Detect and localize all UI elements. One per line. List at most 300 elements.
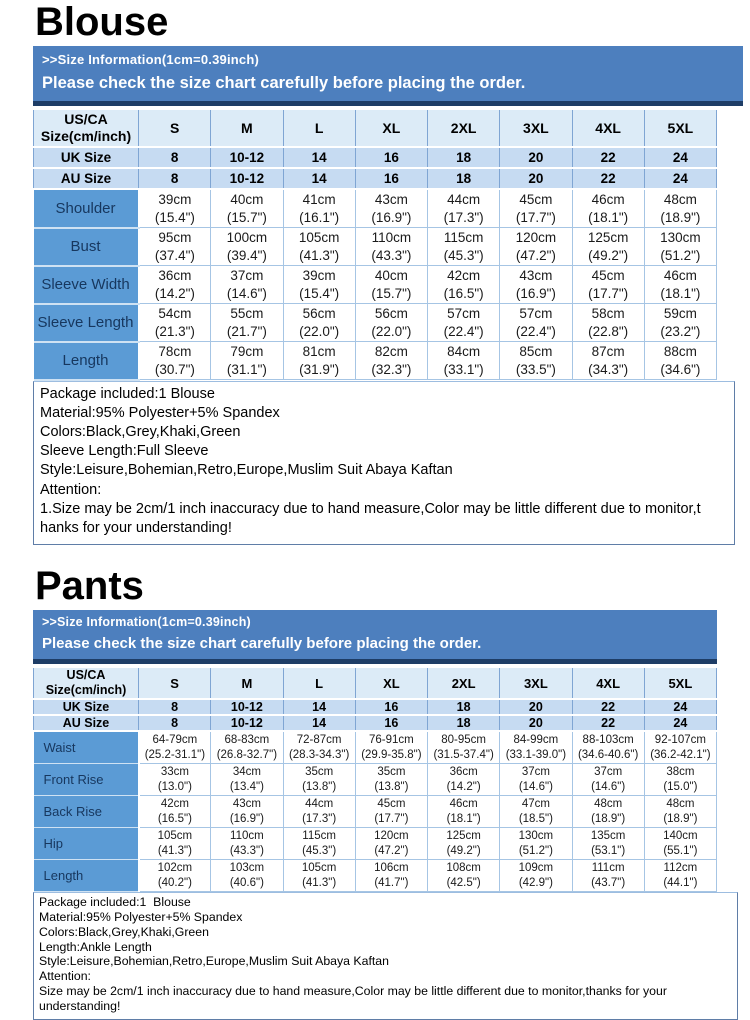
blouse-size-table (33, 108, 717, 381)
value-inch: (41.7") (374, 876, 409, 889)
value-cm: 85cm (519, 343, 553, 359)
measurement-value-cell (139, 764, 211, 796)
value-cm: 120cm (374, 829, 409, 842)
value-inch: (17.7") (515, 209, 556, 225)
value-cm: 33cm (160, 765, 189, 778)
value-cm: 78cm (158, 343, 192, 359)
measurement-value-cell (572, 342, 644, 380)
pants-info-line: Colors:Black,Grey,Khaki,Green (39, 924, 209, 939)
measurement-value-cell (211, 304, 283, 342)
measurement-value-cell (572, 796, 644, 828)
value-cm: 72-87cm (296, 733, 342, 746)
size-column-header: 3XL (500, 667, 572, 699)
conversion-value-cell: 24 (644, 699, 716, 715)
conversion-value-cell: 16 (355, 699, 427, 715)
measurement-value-cell (283, 731, 355, 764)
value-cm: 35cm (377, 765, 406, 778)
value-inch: (49.2") (588, 247, 629, 263)
measurement-value-cell (283, 342, 355, 380)
value-cm: 82cm (374, 343, 408, 359)
size-column-header: 4XL (572, 667, 644, 699)
value-cm: 55cm (230, 305, 264, 321)
measurement-row-label: Hip (34, 828, 139, 860)
conversion-value-cell: 20 (500, 147, 572, 168)
pants-title: Pants (35, 564, 144, 609)
value-inch: (14.6") (226, 285, 267, 301)
value-cm: 125cm (446, 829, 481, 842)
value-inch: (29.9-35.8") (361, 748, 422, 761)
conversion-value-cell: 22 (572, 168, 644, 189)
value-cm: 109cm (518, 861, 554, 874)
value-inch: (15.7") (371, 285, 412, 301)
measurement-value-cell (211, 796, 283, 828)
measurement-value-cell (211, 860, 283, 892)
value-inch: (32.3") (371, 361, 412, 377)
measurement-value-cell (355, 764, 427, 796)
value-inch: (21.7") (226, 323, 267, 339)
measurement-value-cell (211, 266, 283, 304)
size-column-header: L (283, 109, 355, 147)
value-cm: 44cm (305, 797, 334, 810)
size-header-row (34, 667, 717, 699)
measurement-value-cell (572, 828, 644, 860)
value-inch: (41.3") (302, 876, 337, 889)
measurement-row (34, 860, 717, 892)
value-cm: 120cm (515, 229, 557, 245)
value-cm: 125cm (587, 229, 629, 245)
value-inch: (18.5") (518, 812, 553, 825)
measurement-value-cell (644, 342, 716, 380)
measurement-row-label: Back Rise (34, 796, 139, 828)
measurement-row-label: Bust (34, 228, 139, 266)
measurement-row (34, 731, 717, 764)
measurement-value-cell (283, 189, 355, 228)
measurement-value-cell (139, 731, 211, 764)
measurement-value-cell (211, 828, 283, 860)
value-inch: (34.3") (588, 361, 629, 377)
conversion-value-cell: 24 (644, 168, 716, 189)
value-cm: 102cm (157, 861, 193, 874)
conversion-value-cell: 22 (572, 699, 644, 715)
measurement-row (34, 796, 717, 828)
value-cm: 39cm (302, 267, 336, 283)
value-inch: (45.3") (302, 844, 337, 857)
measurement-value-cell (644, 860, 716, 892)
value-inch: (43.3") (371, 247, 412, 263)
measurement-value-cell (428, 266, 500, 304)
value-cm: 110cm (230, 829, 264, 842)
value-inch: (13.8") (302, 780, 337, 793)
size-conversion-row (34, 147, 717, 168)
conversion-value-cell: 10-12 (211, 699, 283, 715)
measurement-value-cell (572, 860, 644, 892)
value-cm: 88cm (663, 343, 697, 359)
measurement-value-cell (428, 860, 500, 892)
size-column-header: XL (355, 109, 427, 147)
value-cm: 108cm (446, 861, 481, 874)
value-inch: (14.6") (518, 780, 553, 793)
value-inch: (49.2") (446, 844, 481, 857)
conversion-value-cell: 16 (355, 168, 427, 189)
value-inch: (33.1-39.0") (505, 748, 567, 761)
measurement-value-cell (211, 731, 283, 764)
value-inch: (16.1") (299, 209, 340, 225)
measurement-value-cell (211, 189, 283, 228)
measurement-value-cell (428, 189, 500, 228)
measurement-value-cell (572, 266, 644, 304)
measurement-row (34, 828, 717, 860)
measurement-row (34, 304, 717, 342)
conversion-value-cell: 18 (428, 168, 500, 189)
corner-line: US/CA (64, 111, 108, 127)
conversion-value-cell: 16 (355, 715, 427, 731)
measurement-row-label: Sleeve Length (34, 304, 139, 342)
value-inch: (41.3") (299, 247, 340, 263)
value-inch: (51.2") (660, 247, 701, 263)
size-column-header: M (211, 109, 283, 147)
measurement-value-cell (211, 228, 283, 266)
size-info-heading: >>Size Information(1cm=0.39inch) (42, 615, 251, 630)
pants-info-line: Size may be 2cm/1 inch inaccuracy due to hand measure,Color may be little different due to monitor,thanks for your understanding! (39, 983, 671, 1013)
value-inch: (43.3") (229, 844, 264, 857)
measurement-value-cell (283, 828, 355, 860)
value-inch: (22.8") (588, 323, 629, 339)
value-inch: (22.0") (371, 323, 412, 339)
value-cm: 105cm (301, 861, 337, 874)
size-conversion-row (34, 699, 717, 715)
measurement-value-cell (139, 189, 211, 228)
measurement-value-cell (500, 304, 572, 342)
value-cm: 95cm (158, 229, 192, 245)
conversion-value-cell: 10-12 (211, 715, 283, 731)
measurement-value-cell (644, 266, 716, 304)
corner-line: Size(cm/inch) (40, 128, 132, 144)
pants-info-box (33, 892, 738, 1019)
blouse-info-line: Attention: (40, 481, 102, 498)
measurement-value-cell (428, 796, 500, 828)
value-inch: (51.2") (518, 844, 553, 857)
conversion-row-label: AU Size (34, 168, 139, 189)
size-column-header: M (211, 667, 283, 699)
value-inch: (18.1") (446, 812, 481, 825)
measurement-value-cell (283, 266, 355, 304)
value-cm: 56cm (302, 305, 336, 321)
value-inch: (36.2-42.1") (650, 748, 711, 761)
measurement-value-cell (355, 731, 427, 764)
measurement-value-cell (500, 228, 572, 266)
measurement-value-cell (428, 228, 500, 266)
value-cm: 84-99cm (513, 733, 559, 746)
size-column-header: 5XL (644, 109, 716, 147)
blouse-section (33, 0, 750, 545)
measurement-value-cell (500, 731, 572, 764)
measurement-row-label: Waist (34, 731, 139, 764)
pants-section (33, 564, 750, 1019)
value-inch: (33.1") (443, 361, 484, 377)
value-cm: 100cm (226, 229, 268, 245)
conversion-value-cell: 16 (355, 147, 427, 168)
value-cm: 46cm (663, 267, 697, 283)
measurement-value-cell (211, 342, 283, 380)
value-inch: (17.7") (374, 812, 409, 825)
value-cm: 38cm (666, 765, 695, 778)
measurement-row-label: Length (34, 342, 139, 380)
measurement-value-cell (283, 860, 355, 892)
value-cm: 37cm (594, 765, 623, 778)
conversion-value-cell: 22 (572, 147, 644, 168)
measurement-value-cell (355, 189, 427, 228)
blouse-info-line: Material:95% Polyester+5% Spandex (40, 404, 280, 421)
measurement-value-cell (428, 828, 500, 860)
value-cm: 54cm (158, 305, 192, 321)
conversion-value-cell: 24 (644, 715, 716, 731)
measurement-value-cell (644, 228, 716, 266)
size-conversion-row (34, 168, 717, 189)
pants-info-line: Package included:1 Blouse (39, 895, 191, 910)
pants-size-info-banner (33, 610, 717, 659)
value-inch: (22.0") (299, 323, 340, 339)
measurement-row-label: Sleeve Width (34, 266, 139, 304)
measurement-value-cell (428, 304, 500, 342)
value-cm: 46cm (449, 797, 478, 810)
conversion-value-cell: 20 (500, 715, 572, 731)
value-inch: (33.5") (515, 361, 556, 377)
value-cm: 79cm (230, 343, 264, 359)
value-cm: 130cm (660, 229, 701, 245)
value-cm: 45cm (377, 797, 406, 810)
conversion-row-label: UK Size (34, 699, 139, 715)
value-cm: 45cm (591, 267, 625, 283)
value-cm: 88-103cm (582, 733, 634, 746)
value-inch: (17.3") (302, 812, 337, 825)
value-cm: 76-91cm (369, 733, 414, 746)
value-inch: (16.9") (515, 285, 556, 301)
value-cm: 43cm (519, 267, 553, 283)
value-cm: 111cm (591, 861, 625, 874)
value-cm: 34cm (232, 765, 261, 778)
pants-info-line: Length:Ankle Length (39, 939, 152, 954)
blouse-info-line: Package included:1 Blouse (40, 385, 215, 402)
size-column-header: XL (355, 667, 427, 699)
value-cm: 135cm (590, 829, 626, 842)
measurement-value-cell (211, 764, 283, 796)
measurement-value-cell (355, 828, 427, 860)
value-inch: (25.2-31.1") (144, 748, 206, 761)
conversion-value-cell: 14 (283, 699, 355, 715)
value-inch: (22.4") (515, 323, 556, 339)
conversion-value-cell: 14 (283, 168, 355, 189)
size-info-heading: >>Size Information(1cm=0.39inch) (42, 52, 259, 67)
blouse-title: Blouse (35, 0, 169, 44)
value-cm: 110cm (371, 229, 412, 245)
blouse-info-line: Sleeve Length:Full Sleeve (40, 443, 209, 460)
value-cm: 87cm (591, 343, 625, 359)
value-inch: (18.9") (591, 812, 626, 825)
conversion-value-cell: 20 (500, 168, 572, 189)
value-inch: (13.0") (157, 780, 192, 793)
value-cm: 103cm (229, 861, 265, 874)
measurement-value-cell (428, 731, 500, 764)
measurement-value-cell (355, 228, 427, 266)
value-cm: 42cm (447, 267, 481, 283)
measurement-value-cell (355, 342, 427, 380)
conversion-value-cell: 8 (139, 699, 211, 715)
measurement-row-label: Shoulder (34, 189, 139, 228)
value-cm: 48cm (666, 797, 695, 810)
value-cm: 57cm (519, 305, 553, 321)
pants-info-line: Attention: (39, 969, 91, 984)
conversion-value-cell: 14 (283, 715, 355, 731)
pants-size-table (33, 666, 717, 892)
conversion-value-cell: 8 (139, 168, 211, 189)
value-inch: (47.2") (515, 247, 556, 263)
measurement-value-cell (644, 731, 716, 764)
size-check-note: Please check the size chart carefully before placing the order. (42, 635, 482, 653)
value-cm: 41cm (302, 191, 336, 207)
blouse-info-line: 1.Size may be 2cm/1 inch inaccuracy due to hand measure,Color may be little different due to monitor,t (40, 500, 701, 517)
value-inch: (23.2") (660, 323, 701, 339)
size-column-header: 2XL (428, 667, 500, 699)
value-inch: (28.3-34.3") (288, 748, 350, 761)
measurement-value-cell (355, 304, 427, 342)
value-inch: (40.2") (157, 876, 192, 889)
measurement-value-cell (572, 764, 644, 796)
measurement-row (34, 342, 717, 380)
value-cm: 80-95cm (441, 733, 486, 746)
value-cm: 43cm (374, 191, 408, 207)
value-cm: 48cm (663, 191, 697, 207)
measurement-value-cell (355, 796, 427, 828)
conversion-value-cell: 18 (428, 699, 500, 715)
measurement-value-cell (355, 860, 427, 892)
value-cm: 42cm (160, 797, 189, 810)
size-header-row (34, 109, 717, 147)
value-cm: 57cm (447, 305, 481, 321)
value-cm: 46cm (591, 191, 625, 207)
measurement-value-cell (500, 828, 572, 860)
measurement-value-cell (139, 342, 211, 380)
size-column-header: 5XL (644, 667, 716, 699)
measurement-row-label: Length (34, 860, 139, 892)
value-inch: (16.5") (157, 812, 192, 825)
value-inch: (15.4") (154, 209, 195, 225)
measurement-value-cell (500, 860, 572, 892)
value-inch: (15.7") (226, 209, 267, 225)
value-inch: (42.5") (446, 876, 481, 889)
size-check-note: Please check the size chart carefully before placing the order. (42, 74, 526, 92)
measurement-value-cell (500, 189, 572, 228)
conversion-value-cell: 14 (283, 147, 355, 168)
measurement-value-cell (644, 764, 716, 796)
value-inch: (18.1") (660, 285, 701, 301)
measurement-value-cell (283, 228, 355, 266)
value-inch: (37.4") (154, 247, 195, 263)
value-cm: 58cm (591, 305, 625, 321)
measurement-value-cell (572, 304, 644, 342)
value-inch: (21.3") (154, 323, 195, 339)
value-inch: (26.8-32.7") (216, 748, 278, 761)
measurement-row-label: Front Rise (34, 764, 139, 796)
measurement-value-cell (644, 304, 716, 342)
conversion-row-label: AU Size (34, 715, 139, 731)
us-ca-size-corner-cell (34, 109, 139, 147)
value-inch: (15.4") (299, 285, 340, 301)
measurement-value-cell (428, 342, 500, 380)
blouse-info-box (33, 381, 735, 546)
measurement-row (34, 764, 717, 796)
value-cm: 36cm (449, 765, 478, 778)
value-inch: (13.8") (374, 780, 409, 793)
value-inch: (31.1") (226, 361, 267, 377)
value-inch: (34.6-40.6") (577, 748, 639, 761)
value-cm: 112cm (663, 861, 698, 874)
value-cm: 44cm (447, 191, 481, 207)
value-inch: (34.6") (660, 361, 701, 377)
pants-info-line: Style:Leisure,Bohemian,Retro,Europe,Muslim Suit Abaya Kaftan (39, 954, 389, 969)
value-inch: (31.9") (299, 361, 340, 377)
value-inch: (30.7") (154, 361, 195, 377)
value-inch: (44.1") (663, 876, 698, 889)
value-cm: 40cm (230, 191, 264, 207)
measurement-value-cell (283, 764, 355, 796)
value-inch: (18.9") (660, 209, 701, 225)
value-cm: 45cm (519, 191, 553, 207)
conversion-row-label: UK Size (34, 147, 139, 168)
measurement-value-cell (644, 828, 716, 860)
value-cm: 130cm (518, 829, 554, 842)
conversion-value-cell: 8 (139, 715, 211, 731)
size-column-header: S (139, 109, 211, 147)
value-inch: (14.2") (154, 285, 195, 301)
value-inch: (41.3") (157, 844, 192, 857)
value-inch: (14.2") (446, 780, 481, 793)
value-cm: 35cm (305, 765, 334, 778)
measurement-row (34, 189, 717, 228)
blouse-info-line: Colors:Black,Grey,Khaki,Green (40, 423, 241, 440)
conversion-value-cell: 22 (572, 715, 644, 731)
size-column-header: 3XL (500, 109, 572, 147)
size-column-header: 2XL (428, 109, 500, 147)
size-column-header: S (139, 667, 211, 699)
measurement-row (34, 266, 717, 304)
measurement-value-cell (139, 796, 211, 828)
value-cm: 68-83cm (224, 733, 270, 746)
conversion-value-cell: 10-12 (211, 168, 283, 189)
value-cm: 37cm (230, 267, 264, 283)
measurement-value-cell (572, 189, 644, 228)
blouse-info-line: Style:Leisure,Bohemian,Retro,Europe,Muslim Suit Abaya Kaftan (40, 462, 453, 479)
value-inch: (14.6") (591, 780, 626, 793)
measurement-value-cell (139, 828, 211, 860)
value-cm: 105cm (298, 229, 340, 245)
conversion-value-cell: 24 (644, 147, 716, 168)
measurement-value-cell (139, 266, 211, 304)
value-cm: 37cm (521, 765, 550, 778)
measurement-value-cell (644, 796, 716, 828)
value-cm: 59cm (663, 305, 697, 321)
conversion-value-cell: 20 (500, 699, 572, 715)
value-cm: 140cm (663, 829, 698, 842)
blouse-size-info-banner (33, 46, 743, 101)
value-inch: (42.9") (518, 876, 553, 889)
value-cm: 81cm (302, 343, 336, 359)
measurement-value-cell (139, 228, 211, 266)
value-inch: (17.7") (588, 285, 629, 301)
size-conversion-row (34, 715, 717, 731)
size-column-header: L (283, 667, 355, 699)
value-cm: 64-79cm (152, 733, 198, 746)
measurement-value-cell (500, 796, 572, 828)
